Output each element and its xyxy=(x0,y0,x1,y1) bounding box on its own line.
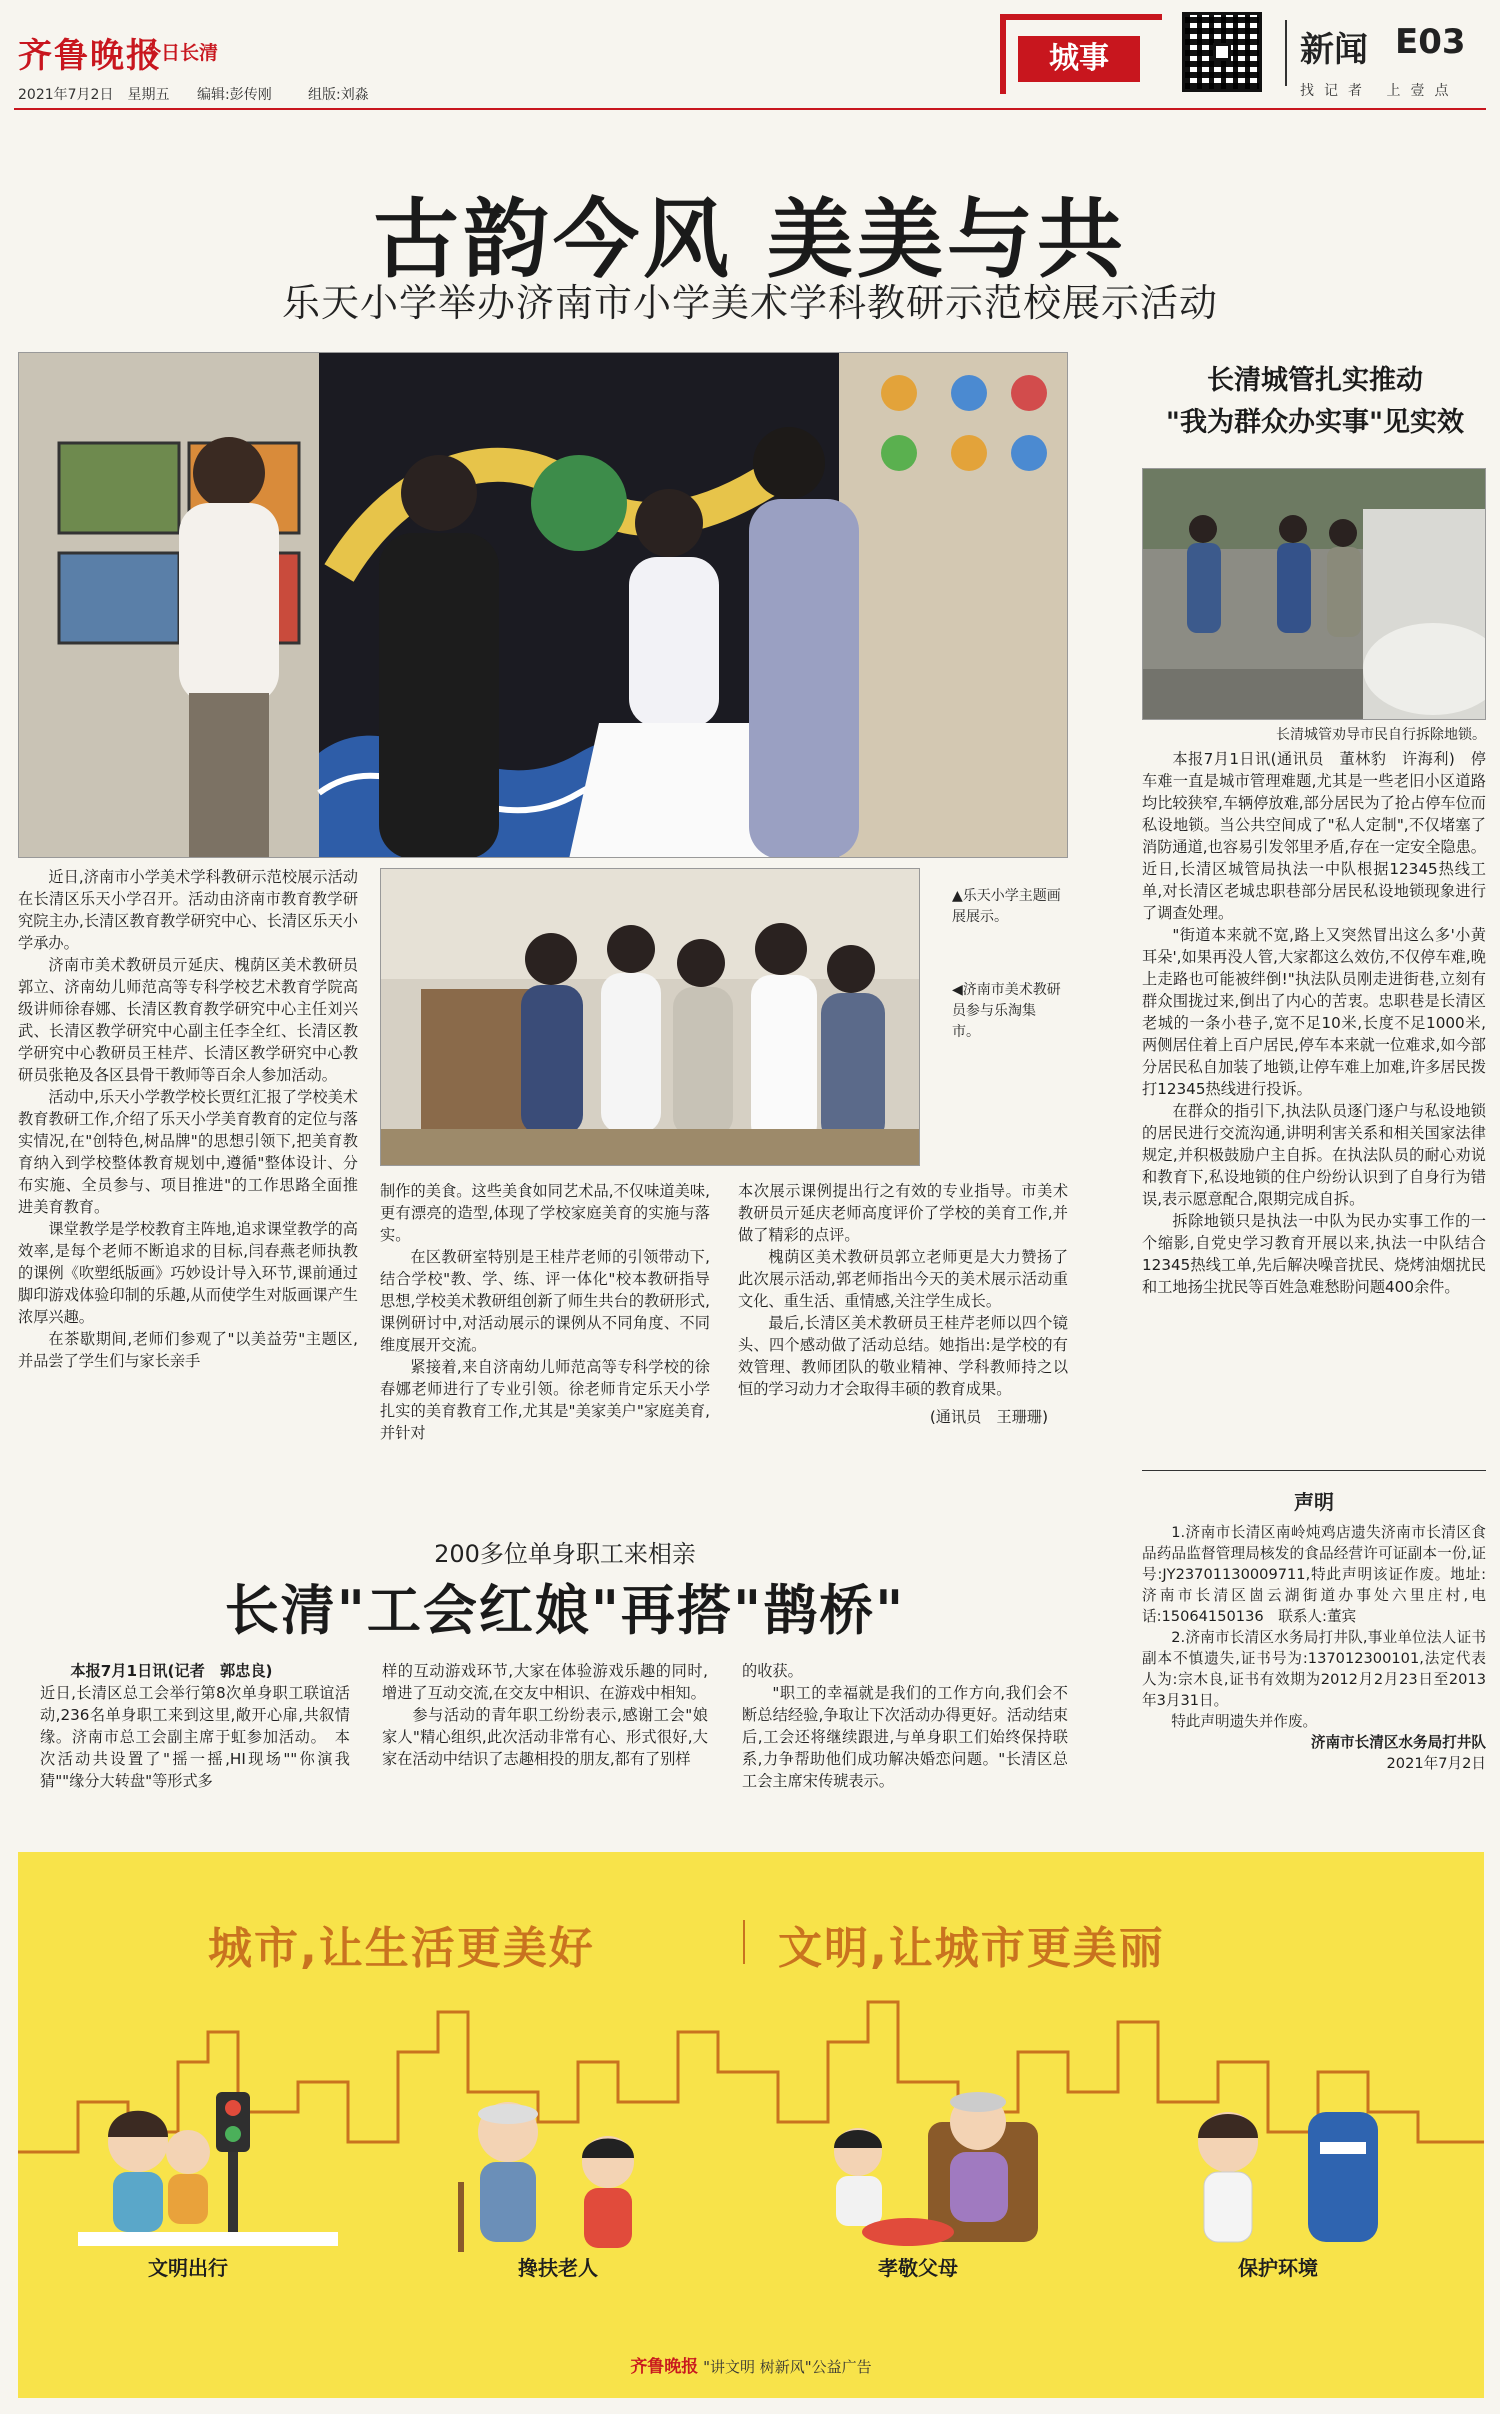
notice-rule xyxy=(1142,1470,1486,1471)
paragraph: 在区教研室特别是王桂芹老师的引领带动下,结合学校"教、学、练、评一体化"校本教研指导思想,学校美术教研组创新了师生共台的教研形式,课例研讨中,对活动展示的课例从不同角度、不同维度展开交流。 xyxy=(380,1248,710,1354)
paragraph: "职工的幸福就是我们的工作方向,我们会不断总结经验,争取让下次活动办得更好。活动结束后,工会还将继续跟进,与单身职工们始终保持联系,力争帮助他们成功解决婚恋问题。"长清区总工会主席宋传琥表示。 xyxy=(742,1684,1068,1790)
paragraph: 济南市美术教研员亓延庆、槐荫区美术教研员郭立、济南幼儿师范高等专科学校艺术教育学院高级讲师徐春娜、长清区教育教学研究中心主任刘兴武、长清区教学研究中心副主任李全红、长清区教学研究中心教研员王桂芹、长清区教学研究中心教研员张艳及各区县骨干教师等百余人参加活动。 xyxy=(18,956,358,1084)
notice-date: 2021年7月2日 xyxy=(1386,1755,1486,1772)
paragraph: 在群众的指引下,执法队员逐门逐户与私设地锁的居民进行交流沟通,讲明利害关系和相关国家法律规定,并积极鼓励户主自拆。在执法队员的耐心劝说和教育下,私设地锁的住户纷纷认识到了自身行为错误,表示愿意配合,限期完成自拆。 xyxy=(1142,1102,1486,1208)
ad-label-civilized-travel: 文明出行 xyxy=(148,2256,228,2280)
paragraph: 参与活动的青年职工纷纷表示,感谢工会"娘家人"精心组织,此次活动非常有心、形式很好,大家在活动中结识了志趣相投的朋友,都有了别样 xyxy=(382,1706,708,1768)
paragraph: 制作的美食。这些美食如同艺术品,不仅味道美味,更有漂亮的造型,体现了学校家庭美育的实施与落实。 xyxy=(380,1182,710,1244)
sidebar-title-line-1: 长清城管扎实推动 xyxy=(1207,365,1423,396)
paragraph: 样的互动游戏环节,大家在体验游戏乐趣的同时,增进了互动交流,在交友中相识、在游戏中相知。 xyxy=(382,1662,708,1702)
ad-slogan-1: 城市,让生活更美好 xyxy=(208,1923,595,1974)
qr-center xyxy=(1213,43,1231,61)
notice-item: 2.济南市长清区水务局打井队,事业单位法人证书副本不慎遗失,证书号为:137012300101,法定代表人为:宗木良,证书有效期为2012月2月23日至2013年3月31日。 xyxy=(1142,1629,1486,1709)
article-column-1 xyxy=(18,866,358,1506)
honoring-parents-illustration xyxy=(778,2082,1058,2252)
sidebar-photo-caption: 长清城管劝导市民自行拆除地锁。 xyxy=(1276,727,1486,743)
secondary-photo xyxy=(380,868,920,1166)
main-headline: 古韵今风 美美与共 xyxy=(373,190,1127,290)
ad-separator xyxy=(743,1920,745,1964)
walking-family-illustration xyxy=(78,2082,338,2252)
notice-item: 1.济南市长清区南岭炖鸡店遗失济南市长清区食品药品监督管理局核发的食品经营许可证副本一份,证号:JY23701130009711,特此声明该证作废。地址:济南市长清区崮云湖街道办事处六里庄村,电话:15064150136 联系人:董宾 xyxy=(1142,1524,1486,1625)
qr-code-icon[interactable] xyxy=(1182,12,1262,92)
article-byline: (通讯员 王珊珊) xyxy=(929,1408,1048,1426)
paragraph: "街道本来就不宽,路上又突然冒出这么多'小黄耳朵',如果再没人管,大家都这么效仿,不仅停车难,晚上走路也可能被绊倒!"执法队员刚走进街巷,立刻有群众围拢过来,倒出了内心的苦衷。忠职巷是长清区老城的一条小巷子,宽不足10米,长度不足1000米,两侧居住着上百户居民,停车本来就一位难求,如今部分居民私自加装了地锁,让停车难上加难,许多居民拨打12345热线进行投诉。 xyxy=(1142,926,1486,1098)
sidebar-title xyxy=(1140,360,1490,444)
paragraph xyxy=(40,1660,350,1682)
photo-caption-2: ◀济南市美术教研员参与乐淘集市。 xyxy=(952,982,1061,1040)
ad-label-protect-environment: 保护环境 xyxy=(1238,2256,1318,2280)
designer-credit: 组版:刘淼 xyxy=(308,87,369,103)
notice-signature: 济南市长清区水务局打井队 xyxy=(1310,1734,1486,1751)
sidebar-photo xyxy=(1142,468,1486,720)
paragraph: 近日,长清区总工会举行第8次单身职工联谊活动,236名单身职工来到这里,敞开心扉,共叙情缘。济南市总工会副主席于虹参加活动。 本次活动共设置了"摇一摇,HI现场""你演我猜""缘分大转盘"等形式多 xyxy=(40,1684,350,1790)
editor-credit: 编辑:彭传刚 xyxy=(197,87,272,103)
paragraph: 近日,济南市小学美术学科教研示范校展示活动在长清区乐天小学召开。活动由济南市教育教学研究院主办,长清区教育教学研究中心、长清区乐天小学承办。 xyxy=(18,868,358,952)
paragraph: 拆除地锁只是执法一中队为民办实事工作的一个缩影,自党史学习教育开展以来,执法一中队结合12345热线工单,先后解决噪音扰民、烧烤油烟扰民和工地扬尘扰民等百姓急难愁盼问题400余件。 xyxy=(1142,1212,1486,1296)
page-header xyxy=(0,0,1500,120)
section-tag xyxy=(1000,14,1162,94)
page-number: E03 xyxy=(1395,22,1466,62)
notice-title: 声明 xyxy=(1294,1490,1334,1514)
article2-column-1 xyxy=(40,1660,350,1830)
notice-item: 特此声明遗失并作废。 xyxy=(1171,1713,1318,1730)
ad-slogan-2: 文明,让城市更美丽 xyxy=(778,1923,1165,1974)
ad-label-honor-parents: 孝敬父母 xyxy=(878,2256,958,2280)
paragraph: 课堂教学是学校教育主阵地,追求课堂教学的高效率,是每个老师不断追求的目标,闫春燕老师执教的课例《吹塑纸版画》巧妙设计导入环节,课前通过脚印游戏体验印制的乐趣,从而使学生对版画课产生浓厚兴趣。 xyxy=(18,1220,358,1326)
notice-body xyxy=(1142,1522,1486,1772)
newspaper-logo: 齐鲁晚报 xyxy=(18,36,162,76)
paragraph: 活动中,乐天小学教学校长贾红汇报了学校美术教育教研工作,介绍了乐天小学美育教育的定位与落实情况,在"创特色,树品牌"的思想引领下,把美育教育纳入到学校整体教育规划中,遵循"整体设计、分布实施、全员参与、项目推进"的工作思路全面推进美育教育。 xyxy=(18,1088,358,1216)
article2-kicker: 200多位单身职工来相亲 xyxy=(434,1540,696,1568)
paragraph: 本次展示课例提出行之有效的专业指导。市美术教研员亓延庆老师高度评价了学校的美育工作,并做了精彩的点评。 xyxy=(738,1182,1068,1244)
issue-date: 2021年7月2日 星期五 xyxy=(18,87,170,103)
paragraph: 紧接着,来自济南幼儿师范高等专科学校的徐春娜老师进行了专业引领。徐老师肯定乐天小学扎实的美育教育工作,尤其是"美家美户"家庭美育,并针对 xyxy=(380,1358,710,1442)
main-photo xyxy=(18,352,1068,858)
protecting-environment-illustration xyxy=(1158,2082,1418,2252)
helping-elderly-illustration xyxy=(428,2082,688,2252)
article-column-3 xyxy=(738,1180,1068,1510)
photo-caption-1: ▲乐天小学主题画展展示。 xyxy=(952,888,1061,925)
paragraph: 最后,长清区美术教研员王桂芹老师以四个镜头、四个感动做了活动总结。她指出:是学校的有效管理、教师团队的敬业精神、学科教师持之以恒的学习动力才会取得丰硕的教育成果。 xyxy=(738,1314,1068,1398)
tag-label: 城事 xyxy=(1018,36,1140,82)
header-divider xyxy=(1285,20,1287,86)
article2-title: 长清"工会红娘"再搭"鹊桥" xyxy=(224,1579,906,1642)
public-service-ad xyxy=(18,1852,1484,2398)
sidebar-article xyxy=(1142,748,1486,1488)
section-slogan: 找记者 上壹点 xyxy=(1300,83,1459,99)
article2-column-3 xyxy=(742,1660,1068,1830)
paragraph: 在茶歇期间,老师们参观了"以美益劳"主题区,并品尝了学生们与家长亲手 xyxy=(18,1330,358,1370)
paragraph: 本报7月1日讯(通讯员 董林豹 许海利) 停车难一直是城市管理难题,尤其是一些老旧小区道路均比较狭窄,车辆停放难,部分居民为了抢占停车位而私设地锁。当公共空间成了"私人定制",不仅堵塞了消防通道,也容易引发邻里矛盾,存在一定安全隐患。近日,长清区城管局执法一中队根据12345热线工单,对长清区老城忠职巷部分居民私设地锁现象进行了调查处理。 xyxy=(1142,750,1486,922)
article2-lead: 本报7月1日讯(记者 郭忠良) xyxy=(70,1662,273,1680)
section-name: 新闻 xyxy=(1300,30,1368,70)
header-rule xyxy=(14,108,1486,110)
edition-name: 今日长清 xyxy=(142,42,219,64)
ad-label-help-elderly: 搀扶老人 xyxy=(518,2256,598,2280)
main-subhead: 乐天小学举办济南市小学美术学科教研示范校展示活动 xyxy=(281,281,1218,325)
paragraph: 的收获。 xyxy=(742,1662,803,1680)
article2-column-2 xyxy=(382,1660,708,1830)
ad-footer-brand: 齐鲁晚报 xyxy=(630,2357,699,2377)
ad-footer-text: "讲文明 树新风"公益广告 xyxy=(703,2358,872,2376)
sidebar-title-line-2: "我为群众办实事"见实效 xyxy=(1165,407,1465,438)
article-column-2 xyxy=(380,1180,710,1510)
ad-footer xyxy=(18,2352,1484,2377)
paragraph: 槐荫区美术教研员郭立老师更是大力赞扬了此次展示活动,郭老师指出今天的美术展示活动重文化、重生活、重情感,关注学生成长。 xyxy=(738,1248,1068,1310)
